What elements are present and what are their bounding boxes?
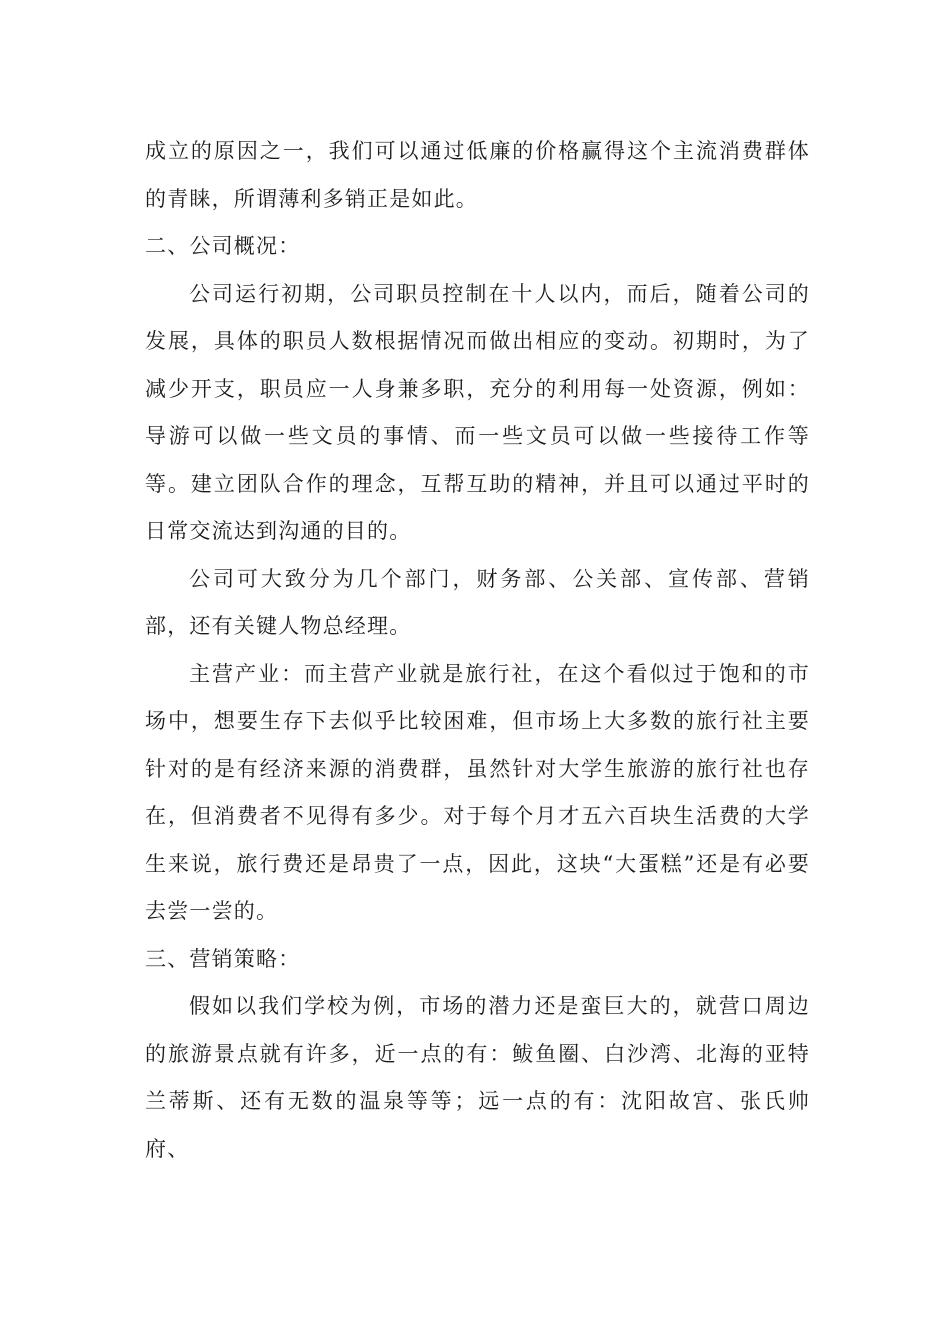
paragraph-intro-continuation: 成立的原因之一，我们可以通过低廉的价格赢得这个主流消费群体的青睐，所谓薄利多销正是如此。 bbox=[145, 139, 810, 211]
paragraph-main-business: 主营产业：而主营产业就是旅行社，在这个看似过于饱和的市场中，想要生存下去似乎比较困难，但市场上大多数的旅行社主要针对的是有经济来源的消费群，虽然针对大学生旅游的旅行社也存在，但消费者不见得有多少。对于每个月才五六百块生活费的大学生来说，旅行费还是昂贵了一点，因此，这块“大蛋糕”还是有必要去尝一尝的。 bbox=[145, 661, 810, 923]
paragraph-staffing: 公司运行初期，公司职员控制在十人以内，而后，随着公司的发展，具体的职员人数根据情况而做出相应的变动。初期时，为了减少开支，职员应一人身兼多职，充分的利用每一处资源，例如：导游可以做一些文员的事情、而一些文员可以做一些接待工作等等。建立团队合作的理念，互帮互助的精神，并且可以通过平时的日常交流达到沟通的目的。 bbox=[145, 281, 810, 543]
document-body bbox=[145, 128, 810, 1173]
section-heading-marketing-strategy: 三、营销策略： bbox=[145, 946, 301, 971]
paragraph-departments: 公司可大致分为几个部门，财务部、公关部、宣传部、营销部，还有关键人物总经理。 bbox=[145, 566, 810, 638]
section-heading-company-overview: 二、公司概况： bbox=[145, 234, 301, 258]
paragraph-market-potential: 假如以我们学校为例，市场的潜力还是蛮巨大的，就营口周边的旅游景点就有许多，近一点的有：鲅鱼圈、白沙湾、北海的亚特兰蒂斯、还有无数的温泉等等；远一点的有：沈阳故宫、张氏帅府、 bbox=[145, 994, 810, 1161]
